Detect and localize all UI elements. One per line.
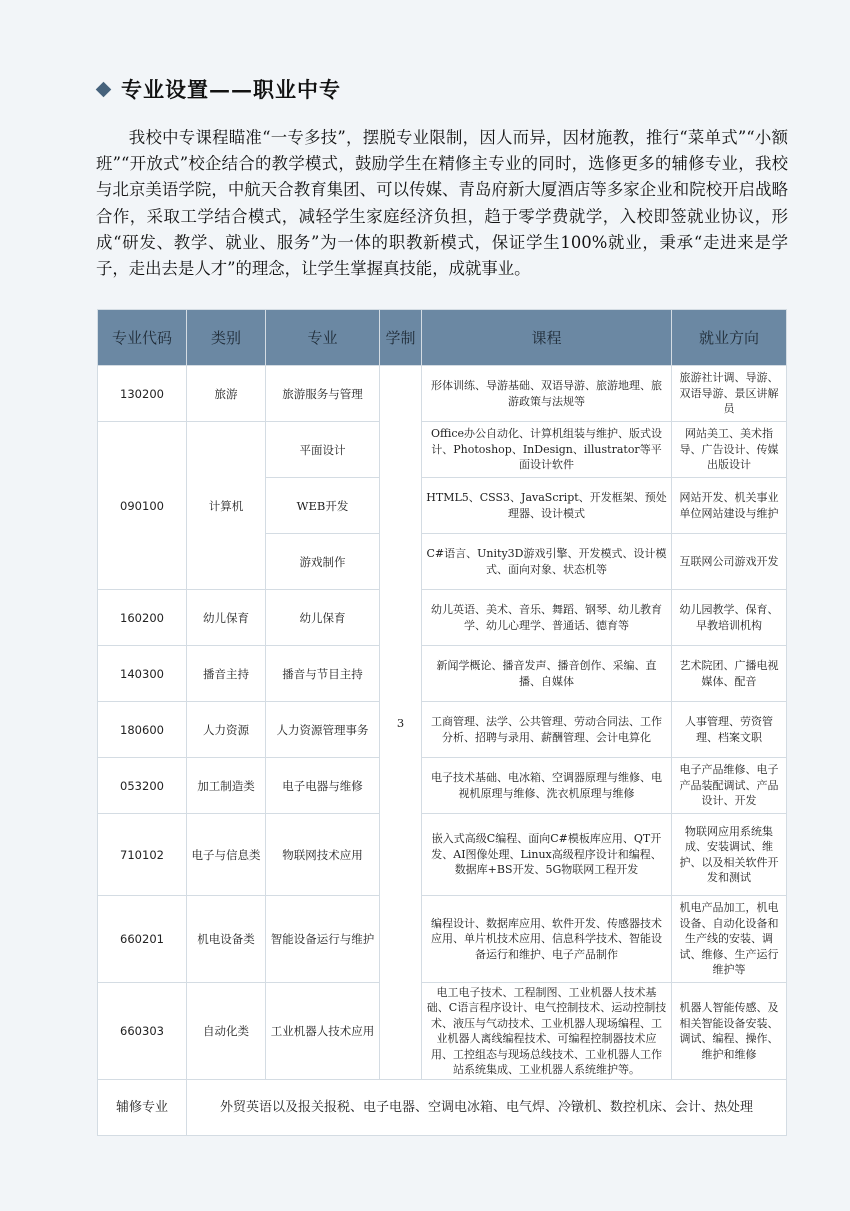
code-cell: 130200: [98, 366, 187, 422]
category-cell: 播音主持: [187, 646, 266, 702]
table-row: [98, 702, 787, 758]
header-category: 类别: [187, 310, 266, 366]
direction-cell: 人事管理、劳资管理、档案文职: [672, 702, 787, 758]
category-cell: 加工制造类: [187, 758, 266, 814]
code-cell: 180600: [98, 702, 187, 758]
table-row: [98, 896, 787, 983]
major-cell: 播音与节目主持: [266, 646, 380, 702]
category-cell: 机电设备类: [187, 896, 266, 983]
course-cell: 幼儿英语、美术、音乐、舞蹈、钢琴、幼儿教育学、幼儿心理学、普通话、德育等: [422, 590, 672, 646]
course-cell: 电子技术基础、电冰箱、空调器原理与维修、电视机原理与维修、洗衣机原理与维修: [422, 758, 672, 814]
major-cell: 人力资源管理事务: [266, 702, 380, 758]
minor-label: 辅修专业: [98, 1080, 187, 1136]
major-cell: 幼儿保育: [266, 590, 380, 646]
table-row: [98, 814, 787, 896]
category-cell: 电子与信息类: [187, 814, 266, 896]
category-cell: 计算机: [187, 422, 266, 590]
course-cell: 新闻学概论、播音发声、播音创作、采编、直播、自媒体: [422, 646, 672, 702]
major-cell: 平面设计: [266, 422, 380, 478]
header-major: 专业: [266, 310, 380, 366]
course-cell: 编程设计、数据库应用、软件开发、传感器技术应用、单片机技术应用、信息科学技术、智能设备运行和维护、电子产品制作: [422, 896, 672, 983]
course-cell: 嵌入式高级C编程、面向C#模板库应用、QT开发、AI图像处理、Linux高级程序设计和编程、数据库+BS开发、5G物联网工程开发: [422, 814, 672, 896]
table-row: [98, 983, 787, 1080]
major-table: [97, 309, 787, 1136]
table-row: [98, 422, 787, 478]
table-row: [98, 646, 787, 702]
minor-text: 外贸英语以及报关报税、电子电器、空调电冰箱、电气焊、冷镦机、数控机床、会计、热处理: [187, 1080, 787, 1136]
major-cell: 电子电器与维修: [266, 758, 380, 814]
header-course: 课程: [422, 310, 672, 366]
section-heading: [96, 74, 341, 104]
header-duration: 学制: [380, 310, 422, 366]
course-cell: HTML5、CSS3、JavaScript、开发框架、预处理器、设计模式: [422, 478, 672, 534]
course-cell: 工商管理、法学、公共管理、劳动合同法、工作分析、招聘与录用、薪酬管理、会计电算化: [422, 702, 672, 758]
course-cell: 形体训练、导游基础、双语导游、旅游地理、旅游政策与法规等: [422, 366, 672, 422]
major-cell: 工业机器人技术应用: [266, 983, 380, 1080]
code-cell: 160200: [98, 590, 187, 646]
duration-cell: 3: [380, 366, 422, 1080]
diamond-bullet-icon: [96, 81, 112, 97]
code-cell: 053200: [98, 758, 187, 814]
direction-cell: 机器人智能传感、及相关智能设备安装、调试、编程、操作、维护和维修: [672, 983, 787, 1080]
header-direction: 就业方向: [672, 310, 787, 366]
direction-cell: 艺术院团、广播电视媒体、配音: [672, 646, 787, 702]
table-header-row: [98, 310, 787, 366]
direction-cell: 幼儿园教学、保育、早教培训机构: [672, 590, 787, 646]
major-cell: WEB开发: [266, 478, 380, 534]
code-cell: 710102: [98, 814, 187, 896]
table-row: [98, 758, 787, 814]
course-cell: C#语言、Unity3D游戏引擎、开发模式、设计模式、面向对象、状态机等: [422, 534, 672, 590]
direction-cell: 电子产品维修、电子产品装配调试、产品设计、开发: [672, 758, 787, 814]
table-row: [98, 590, 787, 646]
major-cell: 物联网技术应用: [266, 814, 380, 896]
course-cell: Office办公自动化、计算机组装与维护、版式设计、Photoshop、InDesign、illustrator等平面设计软件: [422, 422, 672, 478]
header-code: 专业代码: [98, 310, 187, 366]
code-cell: 140300: [98, 646, 187, 702]
direction-cell: 网站美工、美术指导、广告设计、传媒出版设计: [672, 422, 787, 478]
category-cell: 人力资源: [187, 702, 266, 758]
intro-paragraph: 我校中专课程瞄准“一专多技”，摆脱专业限制，因人而异，因材施教，推行“菜单式”“小额班”“开放式”校企结合的教学模式，鼓励学生在精修主专业的同时，选修更多的辅修专业，我校与北京美语学院，中航天合教育集团、可以传媒、青岛府新大厦酒店等多家企业和院校开启战略合作，采取工学结合模式，减轻学生家庭经济负担，趋于零学费就学，入校即签就业协议，形成“研发、教学、就业、服务”为一体的职教新模式，保证学生100%就业，秉承“走进来是学子，走出去是人才”的理念，让学生掌握真技能，成就事业。: [96, 128, 788, 279]
section-title: 专业设置——职业中专: [121, 77, 341, 102]
code-cell: 660303: [98, 983, 187, 1080]
major-cell: 旅游服务与管理: [266, 366, 380, 422]
direction-cell: 互联网公司游戏开发: [672, 534, 787, 590]
category-cell: 旅游: [187, 366, 266, 422]
category-cell: 幼儿保育: [187, 590, 266, 646]
table-row: [98, 366, 787, 422]
category-cell: 自动化类: [187, 983, 266, 1080]
direction-cell: 机电产品加工，机电设备、自动化设备和生产线的安装、调试、维修、生产运行维护等: [672, 896, 787, 983]
major-cell: 智能设备运行与维护: [266, 896, 380, 983]
minor-row: [98, 1080, 787, 1136]
direction-cell: 网站开发、机关事业单位网站建设与维护: [672, 478, 787, 534]
code-cell: 090100: [98, 422, 187, 590]
direction-cell: 物联网应用系统集成、安装调试、维护、以及相关软件开发和测试: [672, 814, 787, 896]
direction-cell: 旅游社计调、导游、双语导游、景区讲解员: [672, 366, 787, 422]
course-cell: 电工电子技术、工程制图、工业机器人技术基础、C语言程序设计、电气控制技术、运动控制技术、液压与气动技术、工业机器人现场编程、工业机器人离线编程技术、可编程控制器技术应用、工控组态与现场总线技术、工业机器人工作站系统集成、工业机器人系统维护等。: [422, 983, 672, 1080]
major-cell: 游戏制作: [266, 534, 380, 590]
code-cell: 660201: [98, 896, 187, 983]
